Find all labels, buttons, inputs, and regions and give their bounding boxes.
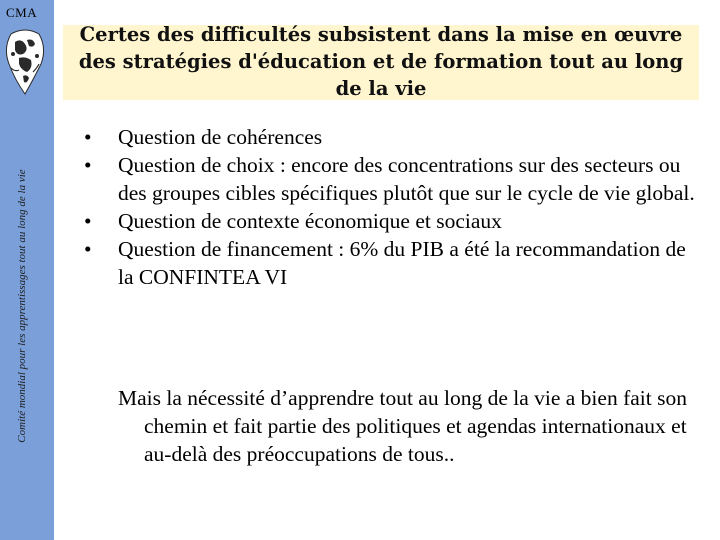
bullet-text: Question de contexte économique et sociaux <box>118 209 502 233</box>
globe-figures-logo-icon <box>3 28 47 100</box>
bullet-item <box>82 123 702 151</box>
bullet-glyph: • <box>84 237 92 261</box>
bullet-text: Question de cohérences <box>118 125 323 149</box>
bullet-item <box>82 151 702 207</box>
bullet-glyph: • <box>84 209 92 233</box>
org-acronym: CMA <box>6 5 38 20</box>
bullet-text: Question de choix : encore des concentrations sur des secteurs ou des groupes cibles spécifiques plutôt que sur le cycle de vie global. <box>118 153 695 205</box>
bullet-text: Question de financement : 6% du PIB a été la recommandation de la CONFINTEA VI <box>118 237 686 289</box>
slide-title: Certes des difficultés subsistent dans la mise en œuvre des stratégies d'éducation et de formation tout au long de la vie <box>78 23 684 100</box>
sidebar-band <box>0 0 54 540</box>
bullet-glyph: • <box>84 153 92 177</box>
bullet-item <box>82 207 702 235</box>
closing-paragraph: Mais la nécessité d’apprendre tout au long de la vie a bien fait son chemin et fait partie des politiques et agendas internationaux et au-delà des préoccupations de tous.. <box>118 386 687 466</box>
bullet-item <box>82 235 702 291</box>
bullet-glyph: • <box>84 125 92 149</box>
bullet-list <box>82 123 702 291</box>
vertical-caption: Comité mondial pour les apprentissages tout au long de la vie <box>16 169 28 443</box>
slide-title-box <box>63 25 699 100</box>
